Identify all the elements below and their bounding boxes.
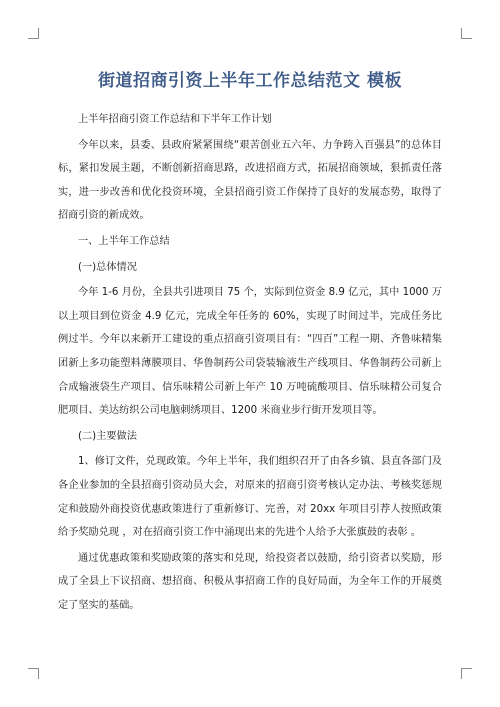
crop-mark-bottom-left — [28, 668, 39, 679]
section-heading: 一、上半年工作总结 — [78, 235, 170, 247]
crop-mark-top-right — [461, 28, 472, 39]
subsection-heading: (一)总体情况 — [78, 261, 137, 273]
measures-paragraph: 1、修订文件，兑现政策。今年上半年，我们组织召开了由各乡镇、县直各部门及各企业参加的全县招商引资动员大会，对原来的招商引资考核认定办法、考核奖惩规定和鼓励外商投资优惠政策进行了重新修订、完善，对 20xx 年项目引荐人按照政策给予奖励兑现 ，对在招商引资工作中涌现出来的先进个人给予大张旗鼓的表彰 。 — [58, 456, 442, 539]
crop-mark-bottom-right — [461, 668, 472, 679]
overview-paragraph: 今年 1-6 月份，全县共引进项目 75 个，实际到位资金 8.9 亿元，其中 1000 万以上项目到位资金 4.9 亿元，完成全年任务的 60%，实现了时间过半，完成任务比例过半。今年以来新开工建设的重点招商引资项目有：“四百”工程一期、齐鲁味精集团新上多功能塑料薄膜项目、华鲁制药公司袋装输液生产线项目、华鲁制药公司新上合成输液袋生产项目、信乐味精公司新上年产 10 万吨硫酸项目、信乐味精公司复合肥项目、美达纺织公司电脑刺绣项目、1200 米商业步行街开发项目等。 — [58, 287, 442, 417]
intro-paragraph: 今年以来，县委、县政府紧紧围绕“艰苦创业五六年、力争跨入百强县”的总体目标，紧扣发展主题，不断创新招商思路，改进招商方式，拓展招商领域，狠抓责任落实，进一步改善和优化投资环境，全县招商引资工作保持了良好的发展态势，取得了招商引资的新成效。 — [58, 139, 442, 222]
crop-mark-top-left — [28, 28, 39, 39]
document-body — [58, 108, 442, 617]
subsection-heading: (二)主要做法 — [78, 430, 137, 442]
document-title: 街道招商引资上半年工作总结范文 模板 — [98, 71, 402, 91]
subtitle-paragraph: 上半年招商引资工作总结和下半年工作计划 — [78, 114, 272, 125]
measures-paragraph: 通过优惠政策和奖励政策的落实和兑现，给投资者以鼓励，给引资者以奖励，形成了全县上下议招商、想招商、积极从事招商工作的良好局面，为全年工作的开展奠定了坚实的基础。 — [58, 552, 442, 611]
